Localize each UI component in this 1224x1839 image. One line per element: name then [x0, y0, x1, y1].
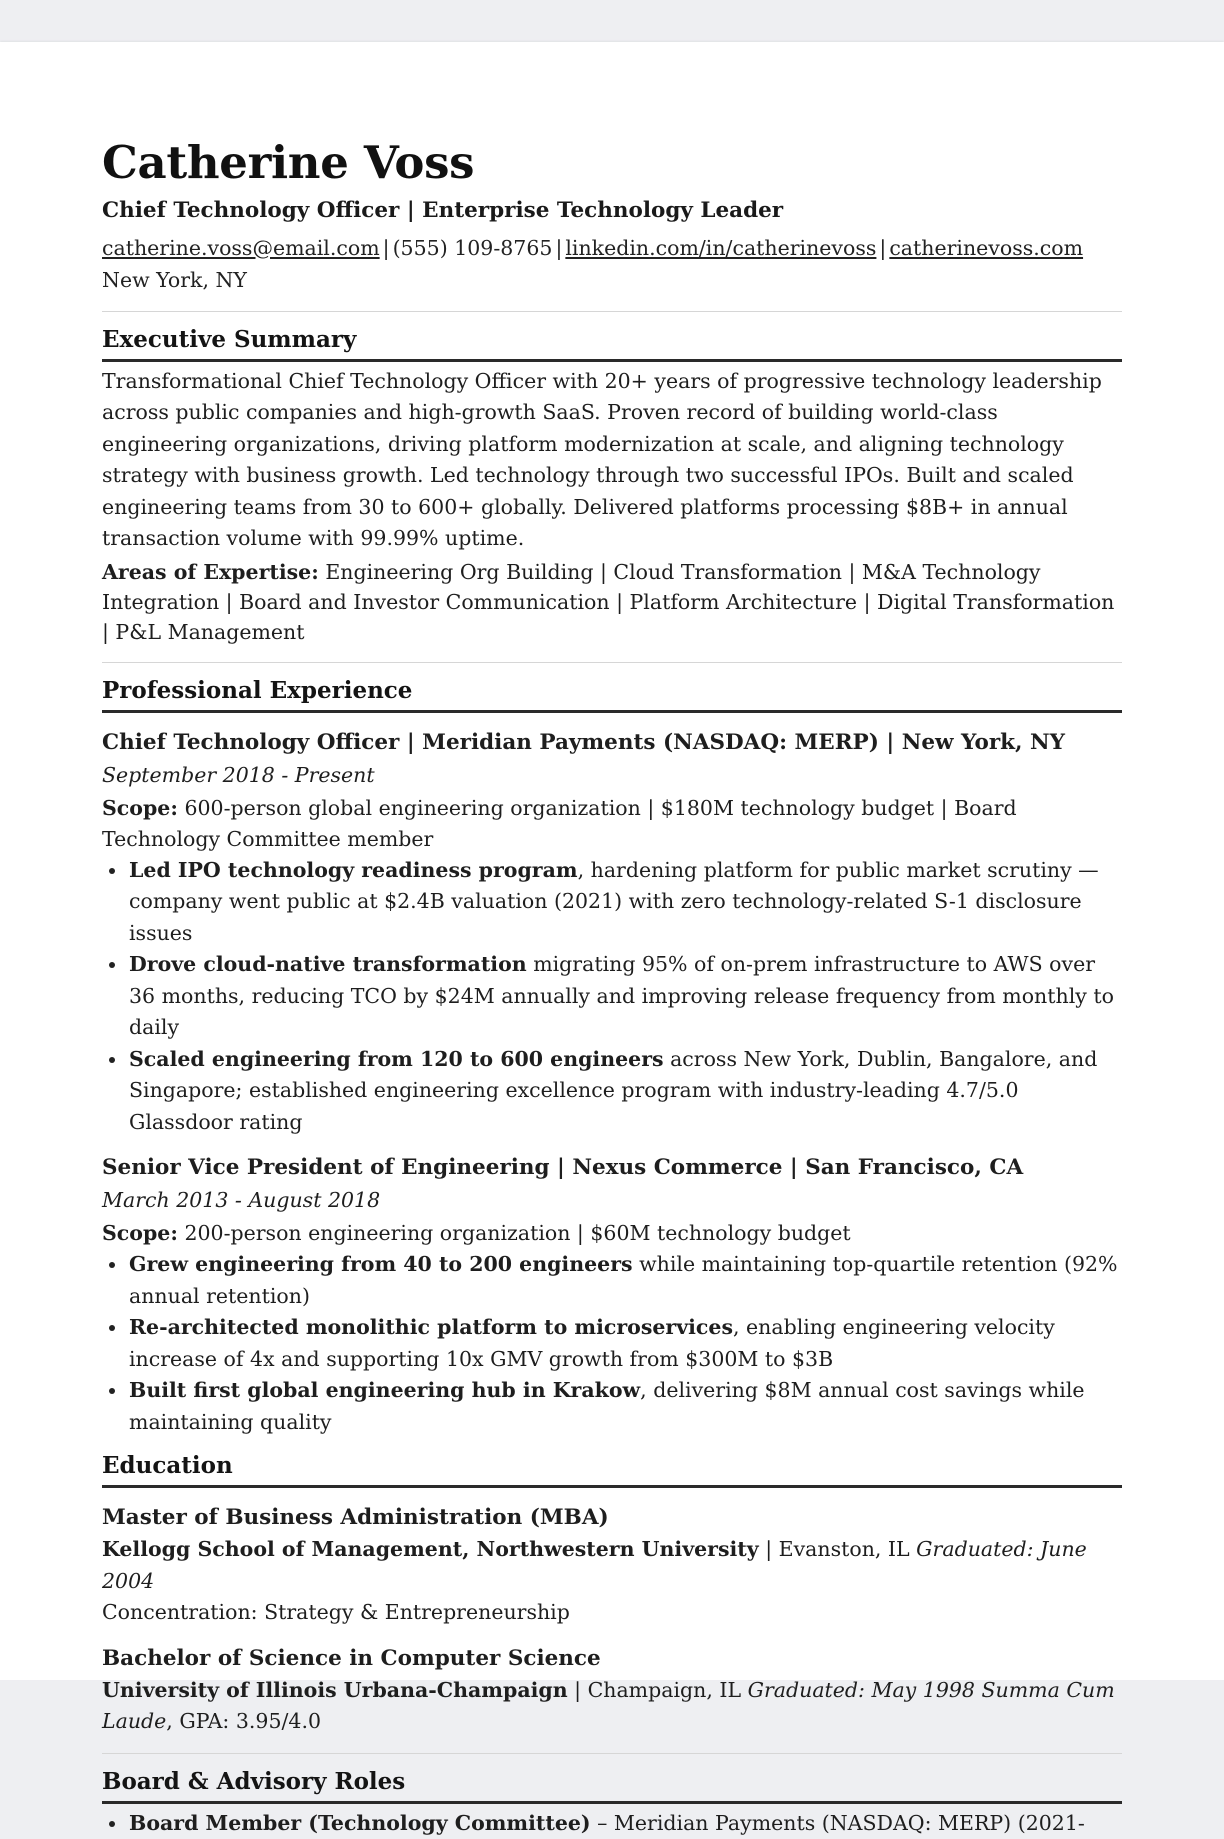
resume-page: [0, 42, 1224, 1680]
education-section: [102, 1452, 1122, 1738]
achievement-highlight: Built first global engineering hub in Krakow: [129, 1378, 640, 1402]
location: New York, NY: [102, 264, 1122, 296]
school-name: University of Illinois Urbana-Champaign: [102, 1678, 568, 1702]
candidate-name: Catherine Voss: [102, 138, 1122, 188]
job-dates: September 2018 - Present: [102, 759, 1122, 791]
job-entry: [102, 727, 1122, 1139]
achievement-item: [129, 949, 1122, 1044]
board-role-text: – Meridian Payments (NASDAQ: MERP) (2021-: [591, 1811, 1085, 1835]
job-title: Chief Technology Officer | Meridian Payments (NASDAQ: MERP) | New York, NY: [102, 727, 1122, 759]
achievement-highlight: Re-architected monolithic platform to microservices: [129, 1315, 733, 1339]
board-role-item: [129, 1808, 1122, 1839]
graduation-date: Graduated: May 1998: [748, 1678, 975, 1702]
school-line: [102, 1534, 1122, 1597]
contact-separator: |: [380, 236, 393, 260]
expertise: [102, 557, 1122, 647]
achievement-item: [129, 1312, 1122, 1375]
contact-info: [102, 232, 1122, 296]
email-link[interactable]: catherine.voss@email.com: [102, 236, 380, 260]
degree: Master of Business Administration (MBA): [102, 1502, 1122, 1534]
section-title-experience: Professional Experience: [102, 677, 1122, 713]
achievement-item: [129, 1375, 1122, 1438]
summary-text: Transformational Chief Technology Officer with 20+ years of progressive technology leadership across public companies and high-growth SaaS. Proven record of building world-class engineering organizations, driving platform modernization at scale, and aligning technology strategy with business growth. Led technology through two successful IPOs. Built and scaled engineering teams from 30 to 600+ globally. Delivered platforms processing $8B+ in annual transaction volume with 99.99% uptime.: [102, 366, 1122, 555]
achievement-highlight: Drove cloud-native transformation: [129, 952, 527, 976]
achievement-list: [102, 855, 1122, 1139]
achievement-item: [129, 1044, 1122, 1139]
achievement-text: , delivering $8M annual cost savings while maintaining quality: [129, 1378, 1085, 1434]
scope-text: 200-person engineering organization | $60M technology budget: [184, 1221, 850, 1245]
divider: [102, 1753, 1122, 1754]
honors: Summa Cum Laude: [102, 1678, 1115, 1734]
education-entry: [102, 1643, 1122, 1738]
achievement-highlight: Scaled engineering from 120 to 600 engineers: [129, 1047, 664, 1071]
scope-label: Scope:: [102, 796, 178, 820]
scope-label: Scope:: [102, 1221, 178, 1245]
achievement-text: across New York, Dublin, Bangalore, and Singapore; established engineering excellence program with industry-leading 4.7/5.0 Glassdoor rating: [129, 1047, 1097, 1134]
achievement-list: [102, 1249, 1122, 1438]
achievement-item: [129, 1249, 1122, 1312]
website-link[interactable]: catherinevoss.com: [889, 236, 1083, 260]
job-entry: [102, 1152, 1122, 1438]
section-title-education: Education: [102, 1452, 1122, 1488]
board-role-list: [102, 1808, 1122, 1839]
job-dates: March 2013 - August 2018: [102, 1184, 1122, 1216]
section-title-summary: Executive Summary: [102, 326, 1122, 362]
achievement-text: , enabling engineering velocity increase of 4x and supporting 10x GMV growth from $300M to $3B: [129, 1315, 1055, 1371]
resume-content: [102, 138, 1122, 1839]
summary-section: [102, 326, 1122, 647]
section-title-board: Board & Advisory Roles: [102, 1768, 1122, 1804]
school-name: Kellogg School of Management, Northwestern University: [102, 1537, 759, 1561]
education-note: Concentration: Strategy & Entrepreneurship: [102, 1597, 1122, 1629]
graduation-date: Graduated: June 2004: [102, 1537, 1087, 1593]
experience-section: [102, 677, 1122, 1439]
achievement-text: while maintaining top-quartile retention (92% annual retention): [129, 1252, 1118, 1308]
expertise-text: Engineering Org Building | Cloud Transformation | M&A Technology Integration | Board and Investor Communication | Platform Architecture | Digital Transformation | P&L Management: [102, 560, 1114, 644]
school-location: | Evanston, IL: [759, 1537, 916, 1561]
achievement-highlight: Grew engineering from 40 to 200 engineers: [129, 1252, 633, 1276]
divider: [102, 662, 1122, 663]
achievement-text: migrating 95% of on-prem infrastructure to AWS over 36 months, reducing TCO by $24M annually and improving release frequency from monthly to daily: [129, 952, 1114, 1039]
job-scope: [102, 793, 1122, 855]
school-line: [102, 1675, 1122, 1738]
degree: Bachelor of Science in Computer Science: [102, 1643, 1122, 1675]
contact-separator: |: [876, 236, 889, 260]
contact-separator: |: [552, 236, 565, 260]
phone-number: (555) 109-8765: [393, 236, 553, 260]
linkedin-link[interactable]: linkedin.com/in/catherinevoss: [565, 236, 876, 260]
education-entry: [102, 1502, 1122, 1629]
education-note: , GPA: 3.95/4.0: [166, 1709, 321, 1733]
school-location: | Champaign, IL: [568, 1678, 748, 1702]
job-title: Senior Vice President of Engineering | Nexus Commerce | San Francisco, CA: [102, 1152, 1122, 1184]
scope-text: 600-person global engineering organization | $180M technology budget | Board Technology Committee member: [102, 796, 1017, 851]
board-role-title: Board Member (Technology Committee): [129, 1811, 591, 1835]
achievement-text: , hardening platform for public market scrutiny — company went public at $2.4B valuation (2021) with zero technology-related S-1 disclosure issues: [129, 858, 1099, 945]
headline: Chief Technology Officer | Enterprise Technology Leader: [102, 198, 1122, 223]
achievement-highlight: Led IPO technology readiness program: [129, 858, 578, 882]
divider: [102, 311, 1122, 312]
job-scope: [102, 1218, 1122, 1249]
board-section: [102, 1768, 1122, 1839]
expertise-label: Areas of Expertise:: [102, 560, 319, 584]
achievement-item: [129, 855, 1122, 950]
